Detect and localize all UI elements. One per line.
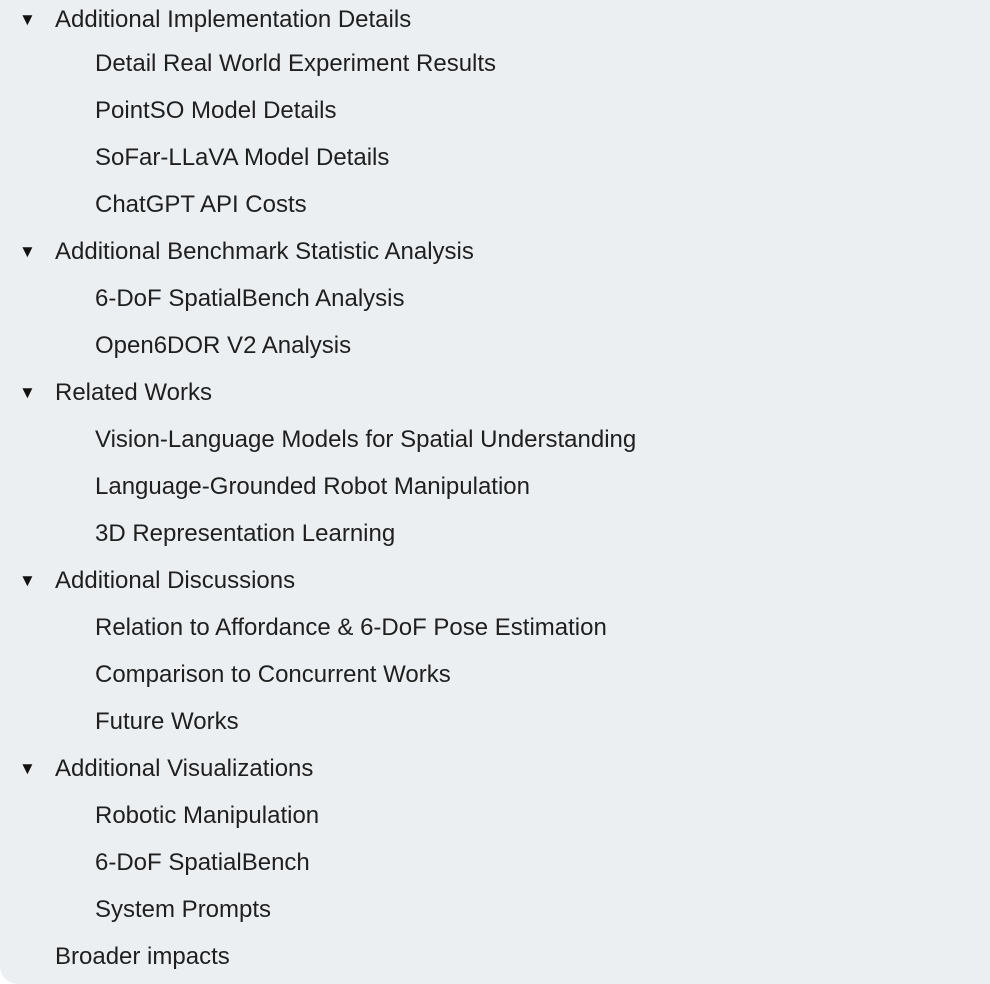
toc-item-broader-impacts[interactable] <box>0 933 990 980</box>
toc-item-label[interactable]: 6-DoF SpatialBench <box>95 849 310 876</box>
toc-item-label[interactable]: 6-DoF SpatialBench Analysis <box>95 285 405 312</box>
toc-item[interactable] <box>0 651 990 698</box>
expand-caret-icon[interactable]: ▼ <box>19 10 36 29</box>
toc-section-label[interactable]: Additional Visualizations <box>55 755 314 782</box>
toc-item[interactable] <box>0 40 990 87</box>
toc-item[interactable] <box>0 463 990 510</box>
toc-item[interactable] <box>0 839 990 886</box>
toc-section-discussions[interactable] <box>0 557 990 604</box>
toc-item[interactable] <box>0 322 990 369</box>
toc-item-label[interactable]: ChatGPT API Costs <box>95 191 307 218</box>
toc-section-label[interactable]: Additional Discussions <box>55 567 296 594</box>
toc-item[interactable] <box>0 416 990 463</box>
toc-item-label[interactable]: 3D Representation Learning <box>95 520 396 547</box>
toc-item-label[interactable]: SoFar-LLaVA Model Details <box>95 144 390 171</box>
toc-section-related-works[interactable] <box>0 369 990 416</box>
expand-caret-icon[interactable]: ▼ <box>19 383 36 402</box>
toc-item[interactable] <box>0 510 990 557</box>
expand-caret-icon[interactable]: ▼ <box>19 759 36 778</box>
toc-item-label[interactable]: Relation to Affordance & 6-DoF Pose Estimation <box>95 614 607 641</box>
toc-item[interactable] <box>0 134 990 181</box>
expand-caret-icon[interactable]: ▼ <box>19 242 36 261</box>
toc-section-implementation[interactable] <box>0 0 990 40</box>
toc-section-visualizations[interactable] <box>0 745 990 792</box>
toc-item-label[interactable]: Future Works <box>95 708 239 735</box>
toc-section-benchmark-analysis[interactable] <box>0 228 990 275</box>
toc-section-label[interactable]: Additional Implementation Details <box>55 6 412 33</box>
toc-item-label[interactable]: Comparison to Concurrent Works <box>95 661 451 688</box>
expand-caret-icon[interactable]: ▼ <box>19 571 36 590</box>
toc-section-label[interactable]: Additional Benchmark Statistic Analysis <box>55 238 474 265</box>
toc-item-label[interactable]: Vision-Language Models for Spatial Understanding <box>95 426 637 453</box>
toc-item-label[interactable]: Detail Real World Experiment Results <box>95 50 497 77</box>
toc-item[interactable] <box>0 87 990 134</box>
toc-item[interactable] <box>0 698 990 745</box>
toc-item[interactable] <box>0 275 990 322</box>
toc-item-label[interactable]: Robotic Manipulation <box>95 802 320 829</box>
toc-item[interactable] <box>0 886 990 933</box>
toc-item[interactable] <box>0 604 990 651</box>
toc-item-label[interactable]: System Prompts <box>95 896 272 923</box>
toc-item-label[interactable]: Open6DOR V2 Analysis <box>95 332 352 359</box>
toc-section-label[interactable]: Related Works <box>55 379 212 406</box>
toc-item-label[interactable]: Language-Grounded Robot Manipulation <box>95 473 530 500</box>
toc-item[interactable] <box>0 792 990 839</box>
toc-item[interactable] <box>0 181 990 228</box>
toc-section-label[interactable]: Broader impacts <box>55 943 230 970</box>
toc-item-label[interactable]: PointSO Model Details <box>95 97 337 124</box>
